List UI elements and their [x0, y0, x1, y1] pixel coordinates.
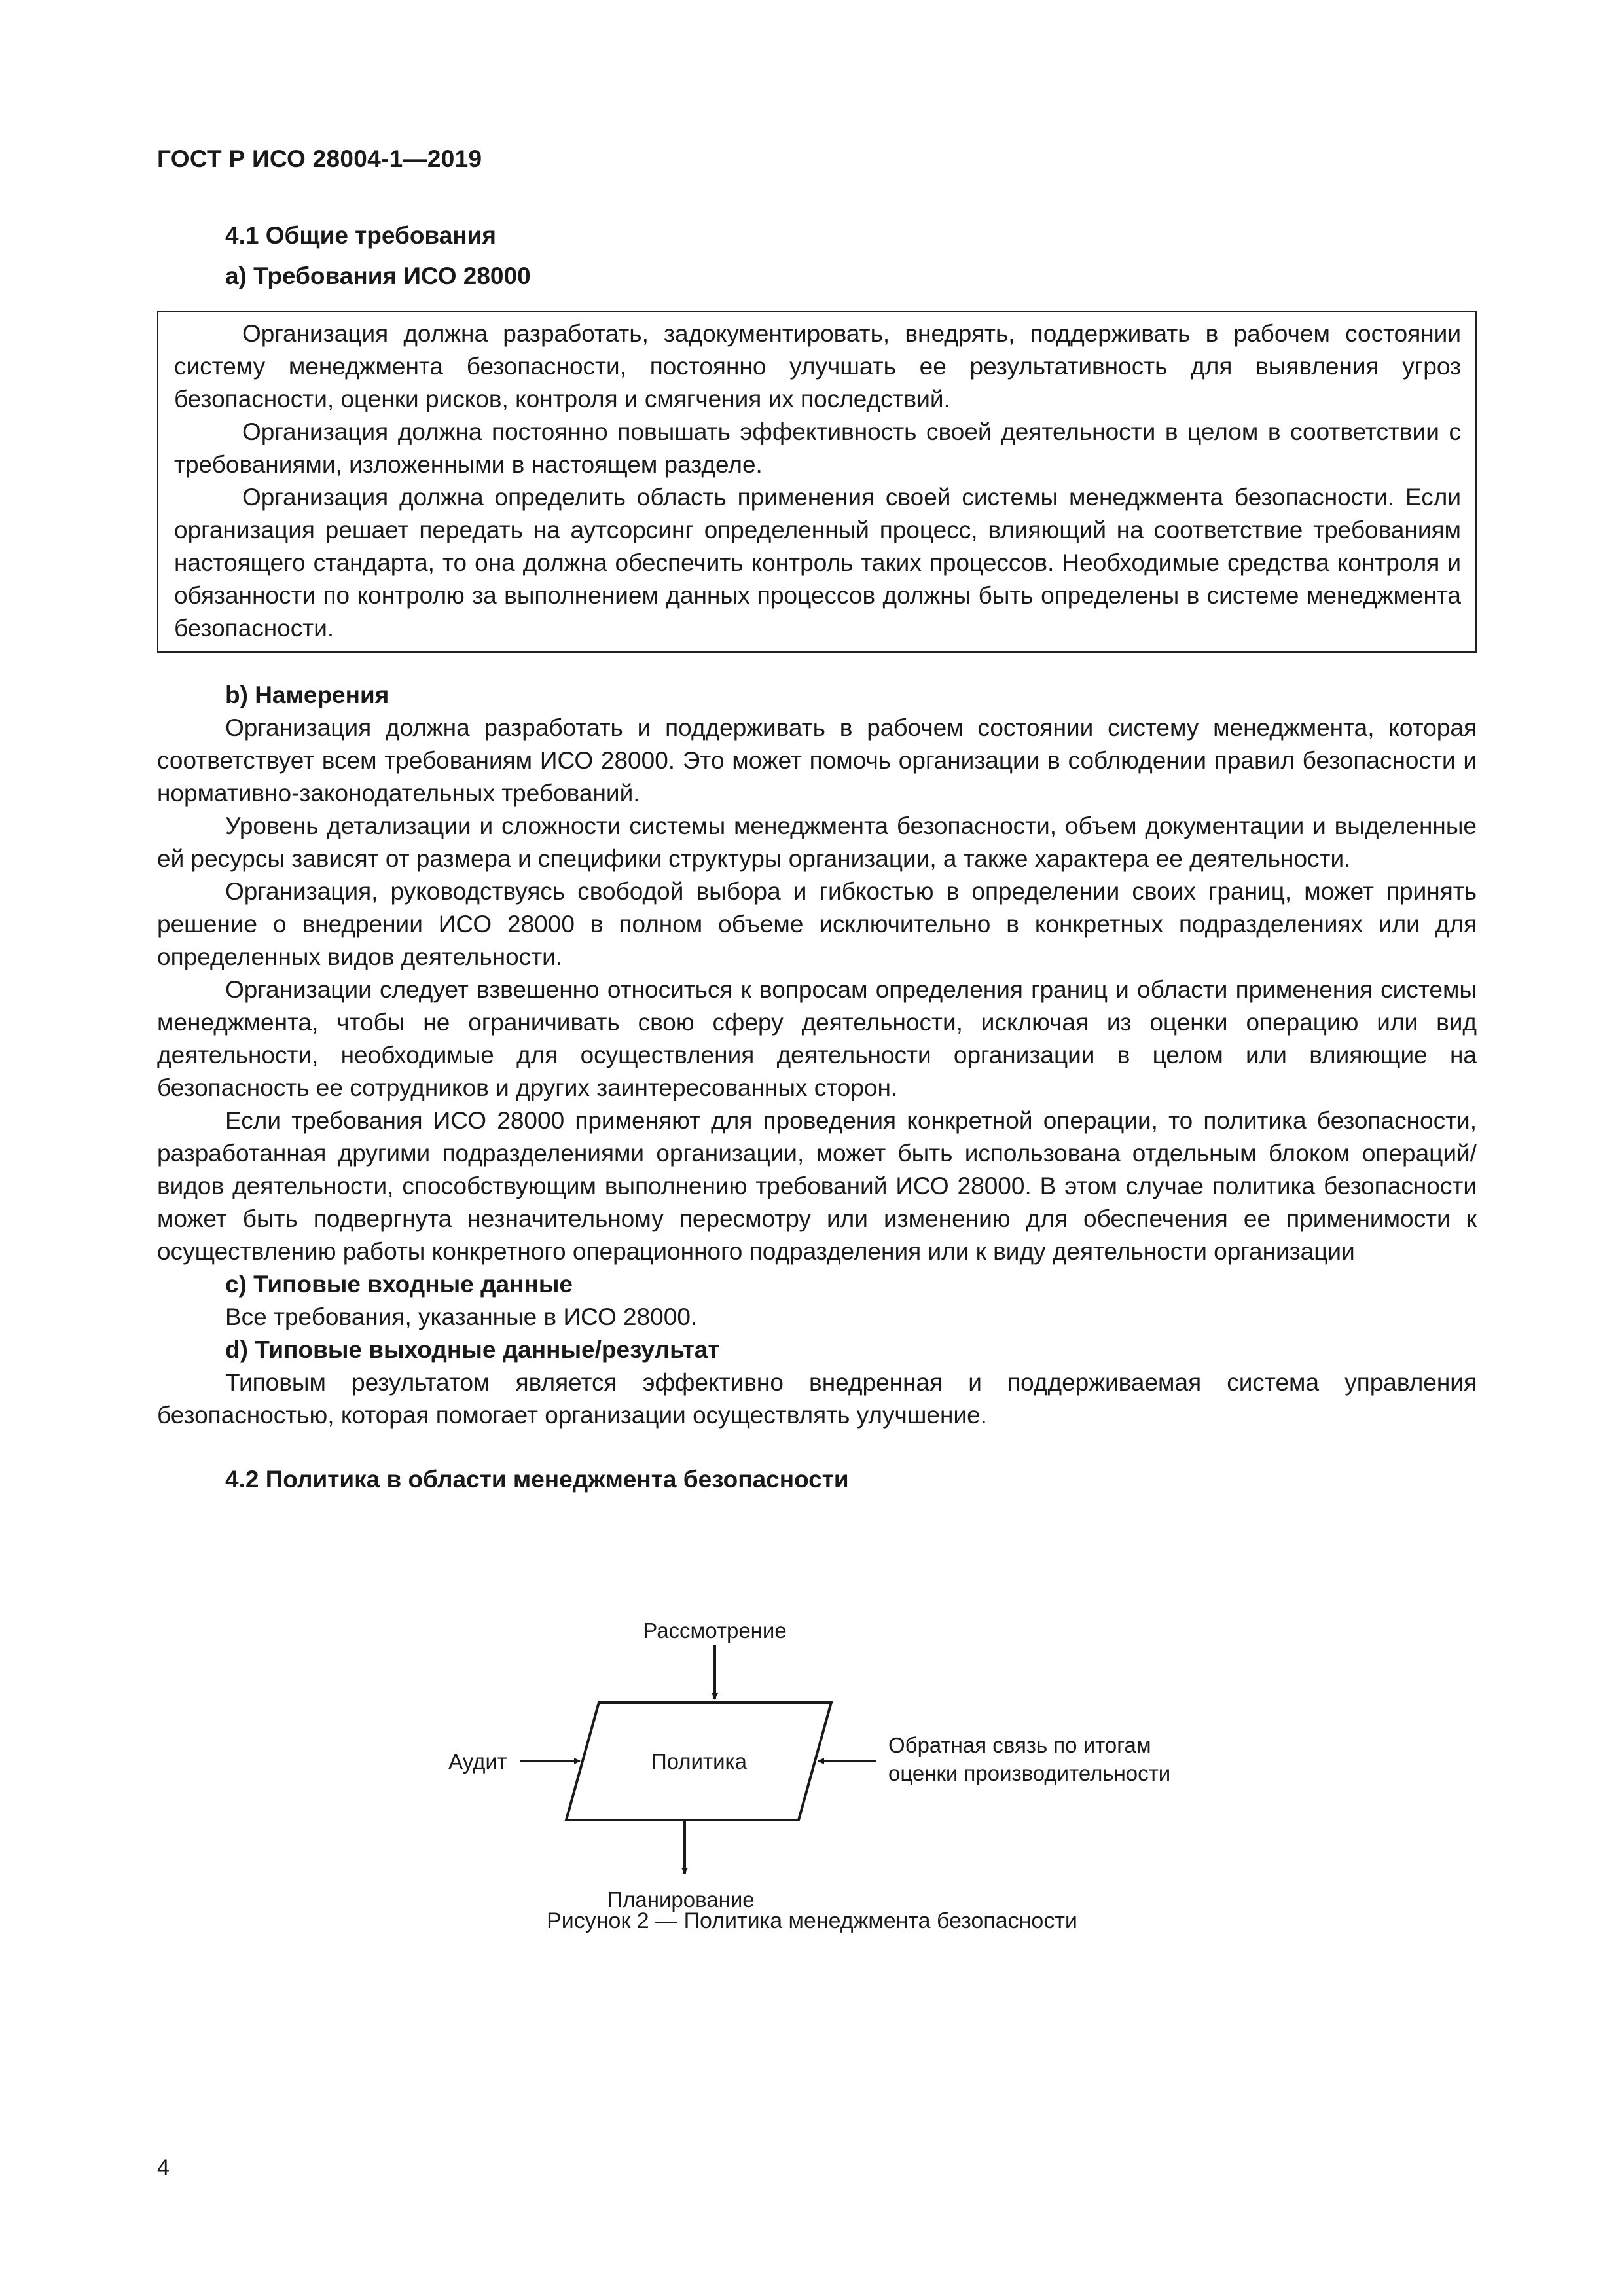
requirements-paragraph: Организация должна разработать, задокументировать, внедрять, поддерживать в рабочем состоянии систему менеджмента безопасности, постоянно улучшать ее результативность для выявления угроз безопасности, оценки рисков, контроля и смягчения их последствий.: [174, 320, 1461, 412]
section-4-2-title: 4.2 Политика в области менеджмента безопасности: [225, 1466, 849, 1493]
intentions-paragraph: Если требования ИСО 28000 применяют для проведения конкретной операции, то политика безопасности, разработанная другими подразделениями организации, может быть использована отдельным блоком операций/видов деятельности, способствующим выполнению требований ИСО 28000. В этом случае политика безопасности может быть подвергнута незначительному пересмотру или изменению для обеспечения ее применимости к осуществлению работы конкретного операционного подразделения или к виду деятельности организации: [157, 1107, 1477, 1265]
typical-outputs-text: Типовым результатом является эффективно внедренная и поддерживаемая система управления безопасностью, которая помогает организации осуществлять улучшение.: [157, 1369, 1477, 1429]
subsection-d-title: d) Типовые выходные данные/результат: [225, 1336, 720, 1363]
policy-label: Политика: [651, 1749, 748, 1774]
page-number: 4: [157, 2155, 170, 2180]
feedback-label-line1: Обратная связь по итогам: [888, 1733, 1151, 1757]
policy-diagram: [0, 1604, 1624, 1944]
subsection-b-title: b) Намерения: [225, 682, 389, 708]
section-4-1-title: 4.1 Общие требования: [225, 222, 496, 249]
intentions-paragraph: Уровень детализации и сложности системы менеджмента безопасности, объем документации и выделенные ей ресурсы зависят от размера и специфики структуры организации, а также характера ее деятельности.: [157, 812, 1477, 872]
feedback-label-line2: оценки производительности: [888, 1761, 1171, 1785]
requirements-box: [157, 311, 1477, 653]
figure-caption: Рисунок 2 — Политика менеджмента безопасности: [547, 1908, 1077, 1933]
intentions-paragraph: Организация, руководствуясь свободой выбора и гибкостью в определении своих границ, может принять решение о внедрении ИСО 28000 в полном объеме исключительно в конкретных подразделениях или для определенных видов деятельности.: [157, 878, 1477, 970]
audit-label: Аудит: [448, 1749, 507, 1774]
intentions-paragraph: Организации следует взвешенно относиться к вопросам определения границ и области применения системы менеджмента, чтобы не ограничивать свою сферу деятельности, исключая из оценки операцию или вид деятельности, необходимые для осуществления деятельности организации в целом или влияющие на безопасность ее сотрудников и других заинтересованных сторон.: [157, 976, 1477, 1101]
intentions-paragraph: Организация должна разработать и поддерживать в рабочем состоянии систему менеджмента, которая соответствует всем требованиям ИСО 28000. Это может помочь организации в соблюдении правил безопасности и нормативно-законодательных требований.: [157, 714, 1477, 807]
subsection-a-title: a) Требования ИСО 28000: [225, 263, 531, 289]
requirements-paragraph: Организация должна постоянно повышать эффективность своей деятельности в целом в соответствии с требованиями, изложенными в настоящем разделе.: [174, 418, 1461, 478]
subsection-c-title: c) Типовые входные данные: [225, 1271, 573, 1298]
planning-label: Планирование: [607, 1887, 755, 1912]
document-id-header: ГОСТ Р ИСО 28004-1—2019: [157, 145, 482, 172]
typical-inputs-text: Все требования, указанные в ИСО 28000.: [225, 1303, 698, 1330]
review-label: Рассмотрение: [643, 1618, 787, 1643]
requirements-paragraph: Организация должна определить область применения своей системы менеджмента безопасности. Если организация решает передать на аутсорсинг определенный процесс, влияющий на соответствие требованиям настоящего стандарта, то она должна обеспечить контроль таких процессов. Необходимые средства контроля и обязанности по контролю за выполнением данных процессов должны быть определены в системе менеджмента безопасности.: [174, 484, 1461, 642]
page-content: [157, 219, 1477, 1496]
policy-diagram-svg: [0, 1604, 1624, 1944]
